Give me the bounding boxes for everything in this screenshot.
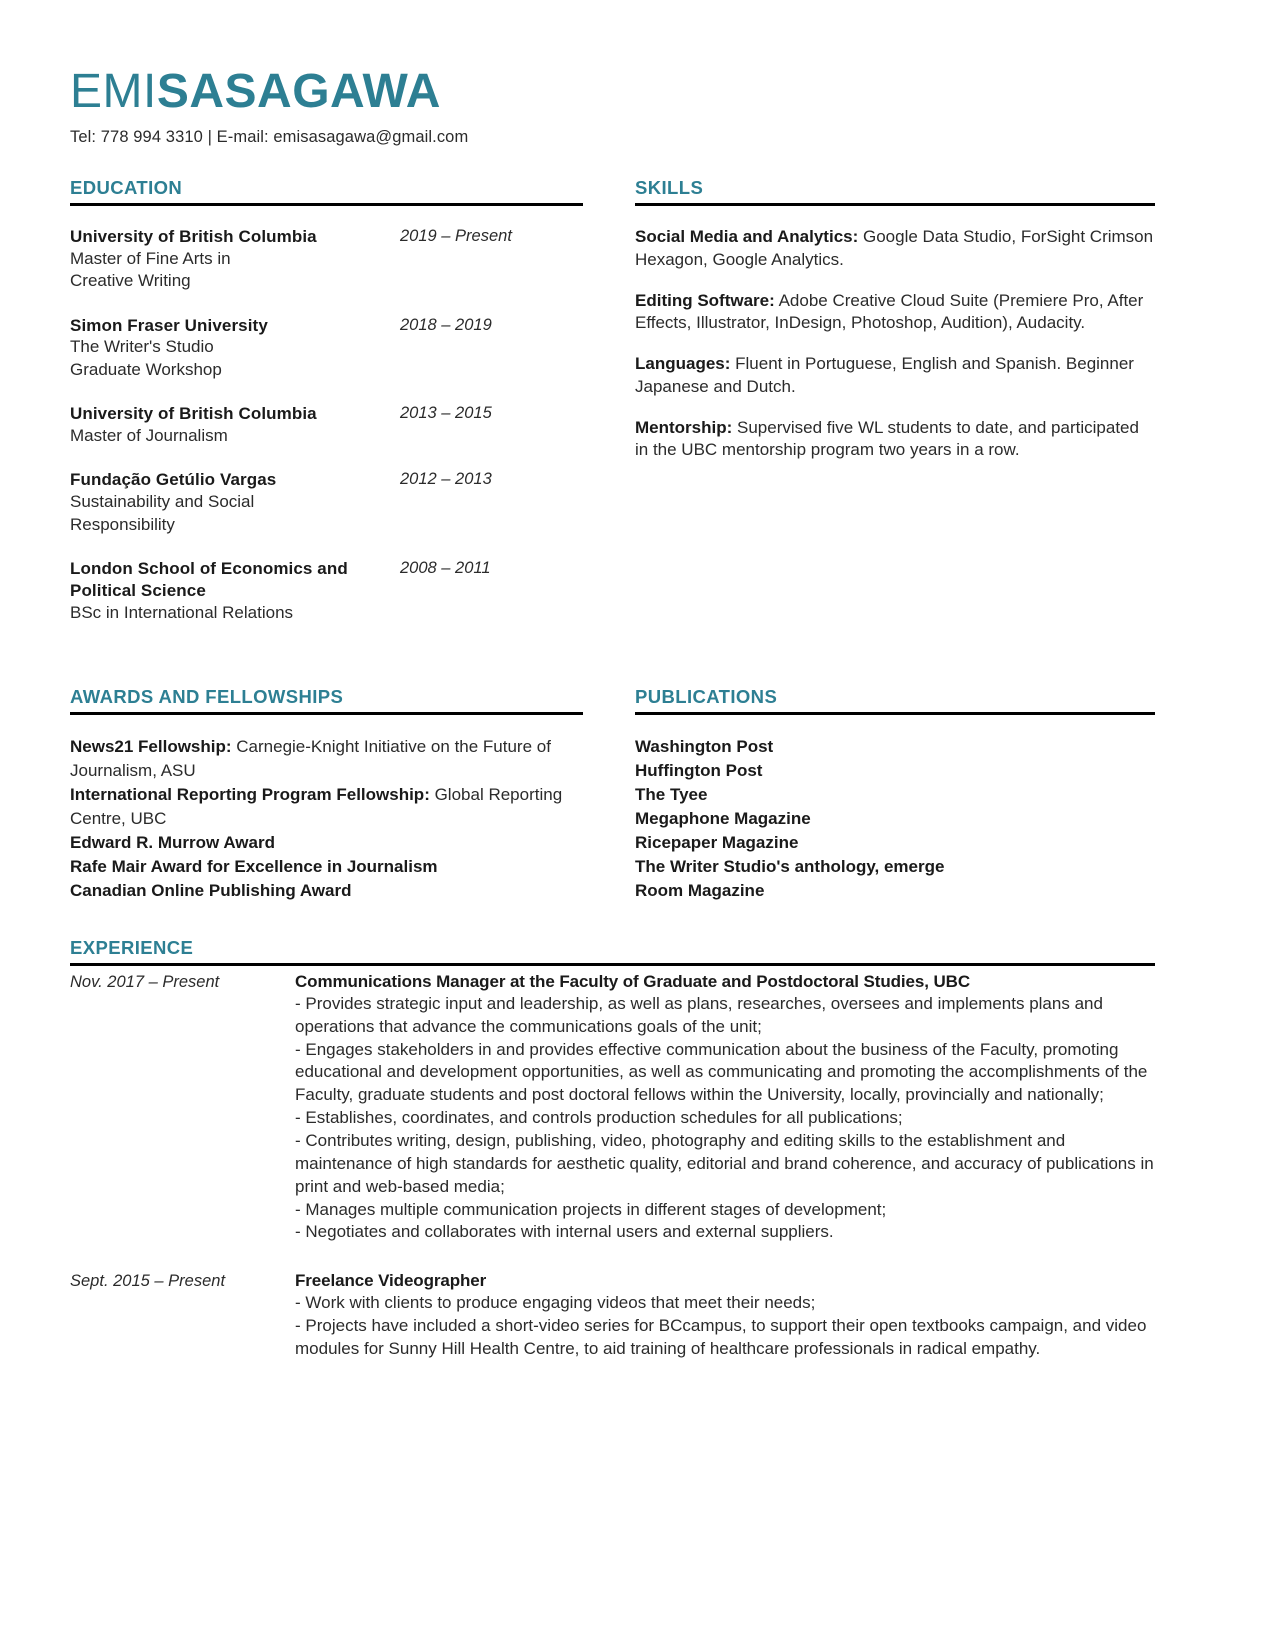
skills-list [635, 226, 1155, 462]
education-entry [70, 403, 583, 447]
skill-block [635, 290, 1155, 336]
education-school: Simon Fraser University [70, 315, 268, 335]
publications-section [635, 686, 1155, 903]
top-columns [70, 177, 1155, 624]
experience-heading: EXPERIENCE [70, 936, 194, 958]
education-school: University of British Columbia [70, 227, 317, 246]
skills-rule [635, 203, 1155, 206]
education-years: 2013 – 2015 [400, 404, 492, 423]
education-entry [70, 469, 583, 536]
award-item [70, 833, 275, 852]
skill-label: Languages: [635, 354, 731, 374]
experience-bullet: - Provides strategic input and leadership, as well as plans, researches, oversees and implements plans and operations that advance the communications goals of the unit; [295, 993, 1108, 1036]
experience-title: Freelance Videographer [295, 1271, 487, 1291]
publication-item: Megaphone Magazine [635, 808, 811, 828]
education-entry-main [70, 469, 400, 536]
education-years: 2019 – Present [400, 227, 512, 245]
education-detail: Sustainability and Social [70, 492, 255, 512]
award-text: Global Reporting Centre, UBC [70, 784, 563, 828]
skills-section [635, 177, 1155, 624]
publications-list [635, 735, 1155, 903]
education-detail: BSc in International Relations [70, 602, 294, 622]
education-entry-main [70, 403, 400, 447]
experience-bullet: - Establishes, coordinates, and controls production schedules for all publications; [295, 1108, 903, 1128]
publications-heading: PUBLICATIONS [635, 686, 778, 707]
middle-columns [70, 686, 1155, 903]
education-detail: Graduate Workshop [70, 359, 222, 379]
awards-heading: AWARDS AND FELLOWSHIPS [70, 686, 344, 707]
skills-heading: SKILLS [635, 177, 704, 198]
awards-list [70, 735, 583, 903]
experience-bullet: - Engages stakeholders in and provides effective communication about the business of the Faculty, promoting educational and development opportunities, as well as communicating and promoting the accomplishments of the Faculty, graduate students and post doctoral fellows within the University, locally, provincially and nationally; [295, 1039, 1153, 1105]
award-text: Carnegie-Knight Initiative on the Future of Journalism, ASU [70, 737, 551, 780]
first-name: EMI [70, 65, 157, 118]
experience-body [295, 971, 1159, 1245]
column-gap [583, 177, 635, 624]
education-entry-main [70, 315, 400, 382]
experience-section [70, 936, 1159, 1361]
experience-title: Communications Manager at the Faculty of Graduate and Postdoctoral Studies, UBC [295, 971, 971, 991]
award-label: Canadian Online Publishing Award [70, 880, 352, 900]
education-school: Fundação Getúlio Vargas [70, 470, 277, 490]
education-detail: Responsibility [70, 514, 175, 534]
award-label: Rafe Mair Award for Excellence in Journalism [70, 856, 438, 876]
experience-bullet: - Contributes writing, design, publishing, video, photography and editing skills to the establishment and maintenance of high standards for aesthetic quality, editorial and brand coherence, and accuracy of publications in print and web-based media; [295, 1131, 1159, 1196]
skill-block [635, 226, 1155, 272]
experience-entry [70, 971, 1159, 1245]
experience-bullet: - Negotiates and collaborates with internal users and external suppliers. [295, 1222, 834, 1242]
skill-text: Supervised five WL students to date, and participated in the UBC mentorship program two years in a row. [635, 417, 1139, 460]
experience-date: Sept. 2015 – Present [70, 1272, 226, 1291]
experience-bullets [295, 1292, 1155, 1361]
awards-rule [70, 712, 583, 715]
experience-bullets [295, 993, 1159, 1244]
experience-bullet: - Manages multiple communication projects in different stages of development; [295, 1199, 887, 1219]
education-detail: Master of Journalism [70, 426, 228, 445]
award-item [70, 881, 351, 900]
education-detail: The Writer's Studio [70, 337, 214, 357]
education-years: 2018 – 2019 [400, 315, 492, 334]
publication-item: The Tyee [635, 784, 708, 804]
education-school: London School of Economics and Political Science [70, 559, 348, 600]
publication-item: The Writer Studio's anthology, emerge [635, 856, 945, 876]
awards-section [70, 686, 583, 903]
experience-bullet: - Projects have included a short-video series for BCcampus, to support their open textbooks campaign, and video modules for Sunny Hill Health Centre, to aid training of healthcare professionals in radical empathy. [295, 1316, 1152, 1359]
experience-rule [70, 963, 1155, 966]
education-rule [70, 203, 583, 206]
skill-text: Google Data Studio, ForSight Crimson Hexagon, Google Analytics. [635, 227, 1154, 269]
award-item [70, 857, 438, 876]
education-entry [70, 558, 583, 624]
experience-entry [70, 1270, 1155, 1361]
education-list [70, 226, 583, 624]
publication-item: Ricepaper Magazine [635, 832, 799, 852]
education-section [70, 177, 583, 624]
column-gap-2 [583, 686, 635, 903]
education-detail: Master of Fine Arts in [70, 248, 231, 268]
award-label: News21 Fellowship: [70, 737, 232, 756]
experience-body [295, 1270, 1155, 1361]
education-school: University of British Columbia [70, 404, 317, 424]
last-name: SASAGAWA [156, 65, 441, 118]
publication-item: Washington Post [635, 737, 774, 756]
award-item [70, 785, 562, 828]
education-entry [70, 226, 583, 293]
award-item [70, 737, 551, 780]
skill-label: Editing Software: [635, 290, 775, 310]
skill-text: Fluent in Portuguese, English and Spanish. Beginner Japanese and Dutch. [635, 354, 1134, 396]
contact-line: Tel: 778 994 3310 | E-mail: emisasagawa@gmail.com [70, 128, 469, 146]
education-entry-main [70, 226, 400, 293]
skill-block [635, 353, 1155, 399]
skill-label: Social Media and Analytics: [635, 227, 859, 246]
experience-list [70, 971, 1159, 1361]
award-label: Edward R. Murrow Award [70, 832, 275, 852]
experience-bullet: - Work with clients to produce engaging videos that meet their needs; [295, 1293, 816, 1313]
education-years: 2008 – 2011 [400, 559, 491, 578]
publications-rule [635, 712, 1155, 715]
education-entry-main [70, 558, 400, 624]
skill-text: Adobe Creative Cloud Suite (Premiere Pro, After Effects, Illustrator, InDesign, Photoshop, Audition), Audacity. [635, 290, 1144, 333]
education-heading: EDUCATION [70, 177, 183, 198]
skill-block [635, 417, 1155, 463]
skill-label: Mentorship: [635, 417, 733, 437]
publication-item: Room Magazine [635, 880, 765, 900]
candidate-name [70, 65, 1155, 118]
education-years: 2012 – 2013 [400, 470, 492, 489]
education-detail: Creative Writing [70, 271, 191, 291]
education-entry [70, 315, 583, 382]
award-label: International Reporting Program Fellowship: [70, 784, 430, 804]
publication-item: Huffington Post [635, 760, 763, 780]
experience-date: Nov. 2017 – Present [70, 972, 220, 991]
